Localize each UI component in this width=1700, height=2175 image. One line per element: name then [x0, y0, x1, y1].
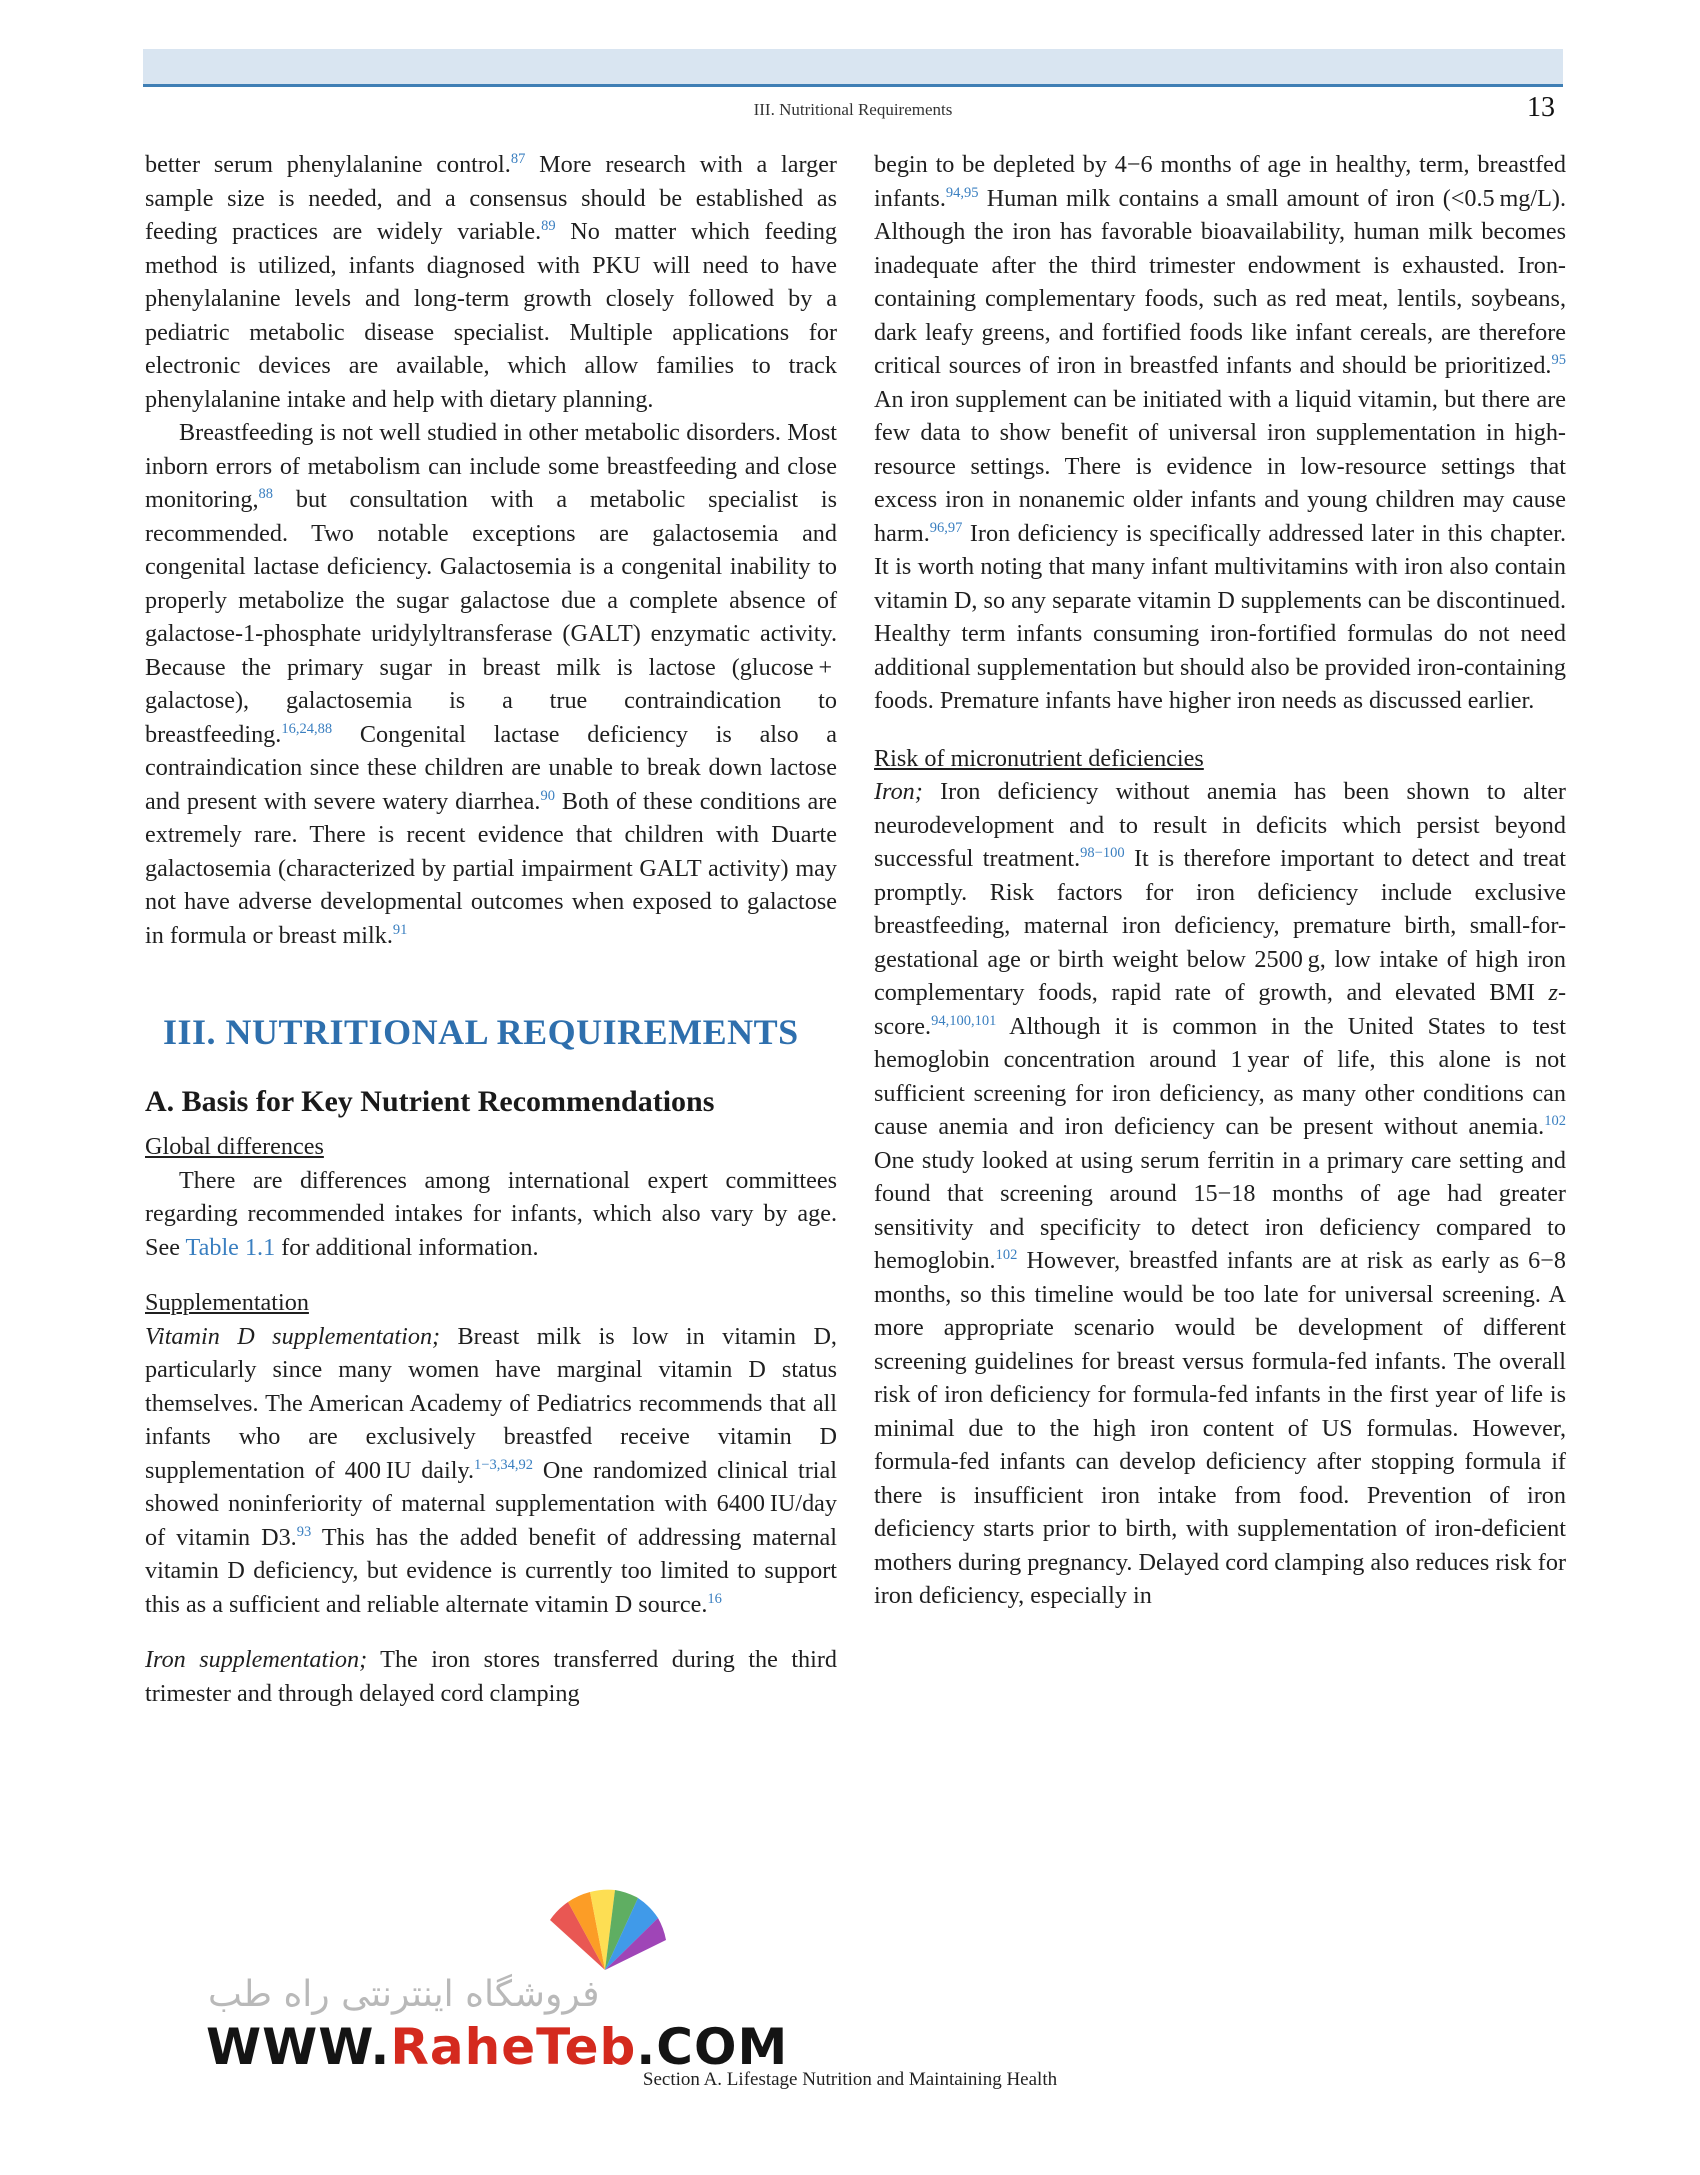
- book-fan-logo: [540, 1880, 670, 1975]
- text: for additional information.: [275, 1233, 539, 1261]
- text: Breast milk is low in vitamin D, particularly since many women have marginal vitamin D status themselves. The American Academy of Pediatrics recommends that all infants who are exclusively breastfed receive vitamin D supplementation of 400 IU daily.: [145, 1322, 837, 1484]
- citation-link[interactable]: 102: [1544, 1112, 1566, 1129]
- text: begin to be depleted by 4−6 months of age in healthy, term, breastfed infants.: [874, 151, 1566, 212]
- table-link[interactable]: Table 1.1: [185, 1233, 276, 1261]
- text: It is therefore important to detect and treat promptly. Risk factors for iron deficiency include exclusive breastfeeding, maternal iron deficiency, premature birth, small-for-gestational age or birth weight below 2500 g, low intake of high iron complementary foods, rapid rate of growth, and elevated BMI: [874, 845, 1566, 1006]
- section-title: III. NUTRITIONAL REQUIREMENTS: [163, 1012, 799, 1052]
- citation-link[interactable]: 93: [296, 1523, 312, 1540]
- heading-supplementation: Supplementation: [145, 1289, 309, 1316]
- watermark-url: [206, 2018, 788, 2076]
- text: Breastfeeding is not well studied in other metabolic disorders. Most inborn errors of metabolism can include some breastfeeding and close monitoring,: [145, 419, 837, 513]
- text: Congenital lactase deficiency is also a contraindication since these children are unable to break down lactose and present with severe watery diarrhea.: [145, 720, 837, 815]
- text: The iron stores transferred during the third trimester and through delayed cord clamping: [145, 1646, 837, 1707]
- url-suffix: .COM: [636, 2018, 789, 2076]
- right-column: [874, 148, 1566, 1613]
- text: Iron deficiency is specifically addressed later in this chapter. It is worth noting that many infant multivitamins with iron also contain vitamin D, so any separate vitamin D supplements can be discontinued. Healthy term infants consuming iron-fortified formulas do not need additional supplementation but should also be provided iron-containing foods. Premature infants have higher iron needs as discussed earlier.: [874, 519, 1566, 714]
- text: No matter which feeding method is utilized, infants diagnosed with PKU will need to have phenylalanine levels and long-term growth closely followed by a pediatric metabolic disease specialist. Multiple applications for electronic devices are available, which allow families to track phenylalanine intake and help with dietary planning.: [145, 218, 838, 413]
- heading-global-differences: Global differences: [145, 1133, 324, 1160]
- text: One randomized clinical trial showed noninferiority of maternal supplementation with 6400 IU/day of vitamin D3.: [145, 1456, 837, 1551]
- text: Both of these conditions are extremely rare. There is recent evidence that children with Duarte galactosemia (characterized by partial impairment GALT activity) may not have adverse developmental outcomes when exposed to galactose in formula or breast milk.: [145, 787, 837, 949]
- running-title: III. Nutritional Requirements: [753, 100, 953, 119]
- footer: Section A. Lifestage Nutrition and Maintaining Health: [642, 2069, 1058, 2090]
- text: better serum phenylalanine control.: [145, 151, 511, 178]
- url-brand: RaheTeb: [390, 2018, 637, 2076]
- paragraph-vitamin-d: [145, 1320, 837, 1622]
- text: Iron deficiency without anemia has been shown to alter neurodevelopment and to result in deficits which persist beyond successful treatment.: [874, 778, 1566, 872]
- citation-link[interactable]: 90: [540, 787, 555, 804]
- citation-link[interactable]: 91: [392, 921, 408, 938]
- running-head: [143, 92, 1563, 128]
- z-symbol: z: [1548, 979, 1558, 1006]
- watermark: [200, 1880, 789, 2080]
- page-number: 13: [1527, 92, 1555, 123]
- citation-link[interactable]: 16: [707, 1590, 722, 1607]
- text: An iron supplement can be initiated with a liquid vitamin, but there are few data to show benefit of universal iron supplementation in high-resource settings. There is evidence in low-resource settings that excess iron in nonanemic older infants and young children may cause harm.: [874, 385, 1566, 547]
- paragraph-iron-stores: [874, 148, 1566, 718]
- paragraph-global-differences: [145, 1164, 837, 1265]
- citation-link[interactable]: 94,100,101: [931, 1012, 997, 1029]
- paragraph-pku-continued: [145, 148, 837, 416]
- text: This has the added benefit of addressing maternal vitamin D deficiency, but evidence is currently too limited to support this as a sufficient and reliable alternate vitamin D source.: [145, 1523, 838, 1618]
- citation-link[interactable]: 98−100: [1080, 844, 1125, 861]
- citation-link[interactable]: 87: [510, 150, 526, 167]
- text: -score.: [874, 979, 1566, 1040]
- text: Human milk contains a small amount of iron (<0.5 mg/L). Although the iron has favorable bioavailability, human milk becomes inadequate after the third trimester endowment is exhausted. Iron-containing complementary foods, such as red meat, lentils, soybeans, dark leafy greens, and fortified foods like infant cereals, are therefore critical sources of iron in breastfed infants and should be prioritized.: [874, 184, 1566, 379]
- left-column: [145, 148, 837, 1710]
- heading-risk-deficiencies: Risk of micronutrient deficiencies: [874, 744, 1204, 772]
- header-band: [143, 49, 1563, 87]
- citation-link[interactable]: 88: [258, 485, 274, 502]
- lead-in: Iron supplementation;: [145, 1646, 368, 1673]
- lead-in: Iron;: [874, 778, 923, 805]
- citation-link[interactable]: 102: [995, 1246, 1018, 1263]
- citation-link[interactable]: 94,95: [945, 184, 979, 201]
- citation-link[interactable]: 1−3,34,92: [474, 1456, 534, 1473]
- text: More research with a larger sample size is needed, and a consensus should be established as feeding practices are widely variable.: [145, 151, 837, 245]
- text: There are differences among international expert committees regarding recommended intakes for infants, which also vary by age. See: [145, 1166, 837, 1261]
- lead-in: Vitamin D supplementation;: [145, 1322, 441, 1350]
- citation-link[interactable]: 95: [1551, 351, 1566, 368]
- citation-link[interactable]: 89: [541, 217, 556, 234]
- text: but consultation with a metabolic specialist is recommended. Two notable exceptions are galactosemia and congenital lactase deficiency. Galactosemia is a congenital inability to properly metabolize the sugar galactose due a complete absence of galactose-1-phosphate uridylyltransferase (GALT) enzymatic activity. Because the primary sugar in breast milk is lactose (glucose + galactose), galactosemia is a true contraindication to breastfeeding.: [145, 486, 837, 748]
- paragraph-metabolic-disorders: [145, 416, 837, 952]
- text: Although it is common in the United States to test hemoglobin concentration around 1 year of life, this alone is not sufficient screening for iron deficiency, as many other conditions can cause anemia and iron deficiency can be present without anemia.: [874, 1012, 1566, 1140]
- subsection-title: A. Basis for Key Nutrient Recommendations: [145, 1085, 715, 1118]
- url-prefix: WWW.: [206, 2018, 391, 2076]
- citation-link[interactable]: 96,97: [929, 519, 963, 536]
- citation-link[interactable]: 16,24,88: [281, 720, 333, 737]
- text: However, breastfed infants are at risk as early as 6−8 months, so this timeline would be too late for universal screening. A more appropriate scenario would be development of different screening guidelines for breast versus formula-fed infants. The overall risk of iron deficiency for formula-fed infants in the first year of life is minimal due to the high iron content of US formulas. However, formula-fed infants can develop deficiency after stopping formula if there is insufficient iron intake from food. Prevention of iron deficiency starts prior to birth, with supplementation of iron-deficient mothers during pregnancy. Delayed cord clamping also reduces risk for iron deficiency, especially in: [874, 1247, 1566, 1609]
- watermark-persian: فروشگاه اینترنتی راه طب: [208, 1974, 600, 2015]
- text: One study looked at using serum ferritin in a primary care setting and found that screening around 15−18 months of age had greater sensitivity and specificity to detect iron deficiency compared to hemoglobin.: [874, 1146, 1566, 1274]
- paragraph-iron-deficiency: [874, 775, 1566, 1613]
- paragraph-iron-supplementation: [145, 1643, 837, 1710]
